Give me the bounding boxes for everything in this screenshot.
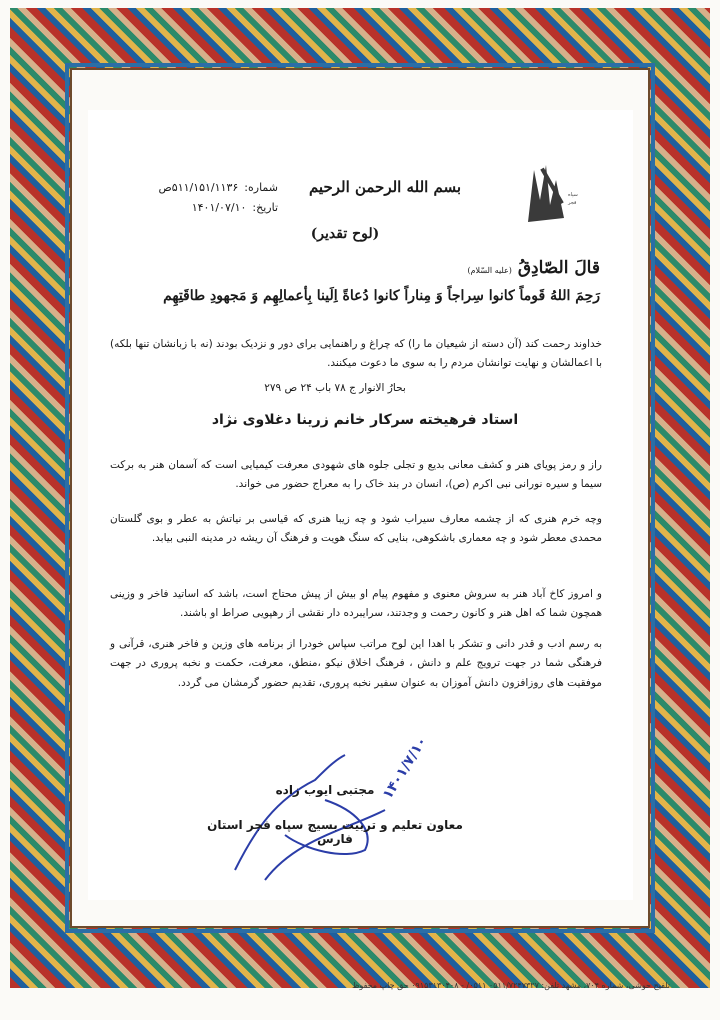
- body-paragraph-4: به رسم ادب و قدر دانی و تشکر با اهدا این لوح مراتب سپاس خودرا از برنامه های وزین و فاخر هنری، قرآنی و فرهنگی شما در جهت ترویج علم و دانش ، فرهنگ اخلاق نیکو ،منطق، معرفت، حکمت و نخبه پروری در جهت موفقیت های روزافزون دانش آموزان به عنوان سفیر نخبه پروری، تقدیم حضور گرمشان می گردد.: [110, 638, 602, 689]
- quote-speaker: [400, 258, 600, 278]
- signatory-role: معاون تعلیم و تربیت بسیج سپاه فجر استان فارس: [207, 818, 463, 846]
- svg-text:فجر: فجر: [568, 200, 577, 206]
- arabic-quote: رَحِمَ اللهُ قَوماً کانوا سِراجاً وَ مِناراً کانوا دُعاةً اِلَینا بِأعمالِهِم وَ مَجهودِ طاقَتِهِم: [163, 288, 600, 304]
- svg-text:سپاه: سپاه: [568, 192, 578, 198]
- printer-footer: تلفیح حوشی، شماره ۷۰۴، مشهد تلفن: ۰۵۱۱/۷۲۴۷۳۲۷ ۰۵۱۱/ - ۰۹۱۵۳۱۳۰۴۰۸ حق چاپ محفوظ: [352, 981, 670, 990]
- number-value: ۵۱۱/۱۵۱/۱۱۳۶ص: [158, 181, 239, 194]
- number-label: شماره:: [244, 181, 278, 194]
- bismillah: بسم الله الرحمن الرحیم: [308, 178, 462, 196]
- irgc-emblem-icon: [520, 160, 580, 230]
- body-paragraph-1: راز و رمز پویای هنر و کشف معانی بدیع و تجلی جلوه های شهودی معرفت کیمیایی است که آسمان هنر به برکت سیما و سیره نورانی نبی اکرم (ص)، انسان در بند خاک را به معراج حضور می خواند.: [110, 459, 602, 491]
- signatory-name: مجتبی ایوب زاده: [275, 783, 375, 797]
- speaker-name: قالَ الصّادِقُ: [517, 258, 600, 278]
- date-label: تاریخ:: [252, 200, 278, 214]
- recipient-heading: استاد فرهیخته سرکار خانم زرینا دغلاوی نژاد: [211, 412, 519, 428]
- speaker-note: (علیه السّلام): [467, 266, 512, 275]
- body-paragraph-3: و امروز کاخ آباد هنر به سروش معنوی و مفهوم پیام او بیش از پیش محتاج است، باشد که اساتید فاخر و وزینی همچون شما که اهل هنر و کانون رحمت و وجدتند، سرایبرده دار نقشی از رهپویی صراط او باشند.: [110, 588, 602, 620]
- quote-source: بحارُ الانوار ج ۷۸ باب ۲۴ ص ۲۷۹: [264, 382, 406, 394]
- quote-translation: خداوند رحمت کند (آن دسته از شیعیان ما را) که چراغ و راهنمایی برای دور و نزدیک بودند (نه با زبانشان تنها بلکه) با اعمالشان و نهایت توانشان مردم را به سوی ما دعوت میکنند.: [110, 338, 602, 370]
- date-value: ۱۴۰۱/۰۷/۱۰: [191, 200, 247, 214]
- doc-meta: [118, 178, 278, 218]
- page-title: (لوح تقدیر): [310, 226, 380, 242]
- body-paragraph-2: وچه خرم هنری که از چشمه معارف سیراب شود و چه زیبا هنری که قیاسی بر نیاتش به عطر و بوی گلستان محمدی معطر شود و چه معماری باشکوهی، بنایی که سنگ هویت و فرهنگ آن ریشه در مدینه النبی بیابد.: [110, 513, 602, 545]
- handwritten-date: ۱۴۰۱/۷/۱۰: [379, 734, 431, 802]
